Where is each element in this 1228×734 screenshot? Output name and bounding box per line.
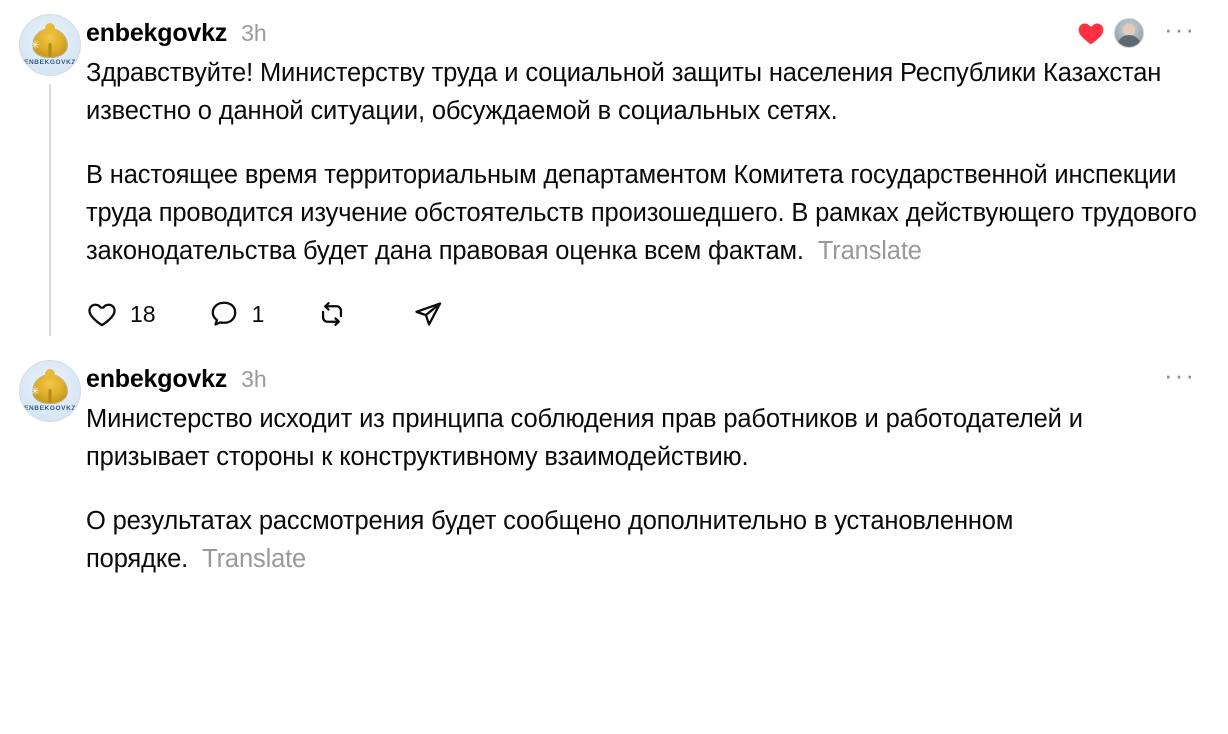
post-item <box>0 14 1228 336</box>
translate-button[interactable]: Translate <box>817 237 922 265</box>
snowflake-icon: ✳ <box>30 38 41 52</box>
post-paragraph <box>86 502 1198 578</box>
reply-button[interactable] <box>208 298 265 330</box>
liked-status-heart-icon[interactable] <box>1076 18 1106 48</box>
post-paragraph: Министерство исходит из принципа соблюдения прав работников и работодателей и призывает стороны к конструктивному взаимодействию. <box>86 405 1090 471</box>
post-separator <box>0 336 1228 360</box>
repost-icon <box>316 298 348 330</box>
post-paragraph: Здравствуйте! Министерству труда и социальной защиты населения Республики Казахстан известно о данной ситуации, обсуждаемой в социальных сетях. <box>86 59 1169 125</box>
like-button[interactable] <box>86 298 156 330</box>
post-item <box>0 360 1228 578</box>
avatar-label: ENBEKGOVKZ <box>24 59 76 66</box>
avatar[interactable] <box>19 360 81 422</box>
post-actions-bar <box>86 292 1198 336</box>
heart-icon <box>86 298 118 330</box>
post-gutter <box>14 360 86 578</box>
post-paragraph-text: В настоящее время территориальным департаментом Комитета государственной инспекции труда проводится изучение обстоятельств произошедшего. В рамках действующего трудового законодательства будет дана правовая оценка всем фактам. <box>86 161 1204 265</box>
liked-by-user-avatar[interactable] <box>1114 18 1144 48</box>
post-author-username[interactable]: enbekgovkz <box>86 18 228 47</box>
snowflake-icon: ✳ <box>30 384 41 398</box>
translate-button[interactable]: Translate <box>202 545 307 573</box>
repost-button[interactable] <box>316 298 360 330</box>
post-paragraph-text: О результатах рассмотрения будет сообщено дополнительно в установленном порядке. <box>86 507 1021 573</box>
post-gutter <box>14 14 86 336</box>
post-header <box>86 16 1198 50</box>
post-more-options-icon[interactable]: ··· <box>1164 14 1196 44</box>
post-header <box>86 362 1198 396</box>
post-more-options-icon[interactable]: ··· <box>1164 360 1196 390</box>
thread-connector-line <box>49 84 51 336</box>
reply-count: 1 <box>251 300 265 327</box>
thread-connector-line <box>49 430 51 578</box>
share-icon <box>412 298 444 330</box>
share-button[interactable] <box>412 298 456 330</box>
post-timestamp: 3h <box>241 19 267 46</box>
post-body <box>86 14 1204 336</box>
post-body <box>86 360 1198 578</box>
avatar[interactable] <box>19 14 81 76</box>
like-count: 18 <box>130 300 156 327</box>
post-author-username[interactable]: enbekgovkz <box>86 364 228 393</box>
avatar-label: ENBEKGOVKZ <box>24 405 76 412</box>
post-timestamp: 3h <box>241 365 267 392</box>
comment-icon <box>208 298 240 330</box>
post-paragraph <box>86 156 1204 270</box>
